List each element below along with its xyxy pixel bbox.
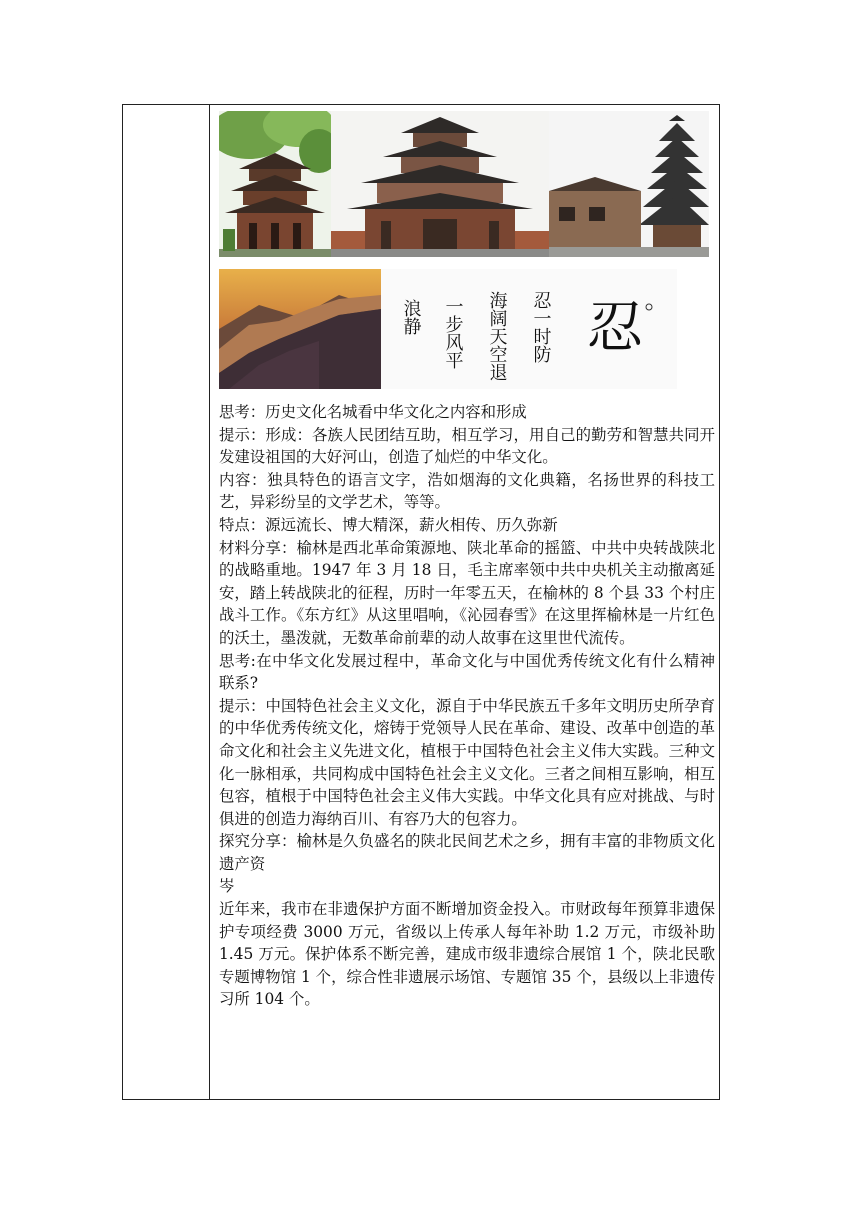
calligraphy-column-4: 忍一时防: [530, 291, 552, 363]
paragraph: 提示：形成：各族人民团结互助，相互学习，用自己的勤劳和智慧共同开发建设祖国的大好河山，创造了灿烂的中华文化。: [219, 425, 715, 467]
paragraph: 特点：源远流长、博大精深，薪火相传、历久弥新: [219, 515, 558, 534]
paragraph: 探究分享：榆林是久负盛名的陕北民间艺术之乡，拥有丰富的非物质文化遗产资: [219, 832, 715, 873]
content-cell: [219, 111, 715, 1011]
paragraph: 岑: [219, 877, 235, 896]
great-wall-image: [219, 269, 381, 389]
paragraph: 内容：独具特色的语言文字，浩如烟海的文化典籍，名扬世界的科技工艺，异彩纷呈的文学艺术，等等。: [219, 470, 715, 512]
column-divider: [209, 105, 210, 1099]
paragraph: 近年来，我市在非遗保护方面不断增加资金投入。市财政每年预算非遗保护专项经费 3000 万元，省级以上传承人每年补助 1.2 万元，市级补助 1.45 万元。保护体系不断完善，建成市级非遗综合展馆 1 个，陕北民歌专题博物馆 1 个，综合性非遗展示场馆、专题馆 35 个，县级以上非遗传习所 104 个。: [219, 900, 715, 1009]
calligraphy-column-2: 一步风平: [442, 297, 464, 369]
photo-row-2: [219, 269, 715, 397]
drum-tower-image: [549, 111, 709, 257]
calligraphy-column-1: 浪静: [400, 299, 422, 335]
gate-tower-image: [331, 111, 549, 257]
photo-row-1: [219, 111, 715, 261]
content-table: [122, 104, 720, 1100]
paragraph: 材料分享：榆林是西北革命策源地、陕北革命的摇篮、中共中央转战陕北的战略重地。1947 年 3 月 18 日，毛主席率领中共中央机关主动撤离延安，踏上转战陕北的征程，历时一年零五天，在榆林的 8 个县 33 个村庄战斗工作。《东方红》从这里唱响，《沁园春雪》在这里挥榆林是一片红色的沃土，墨泼就，无数革命前辈的动人故事在这里世代流传。: [219, 538, 715, 647]
paragraph: 提示：中国特色社会主义文化，源自于中华民族五千多年文明历史所孕育的中华优秀传统文化，熔铸于党领导人民在革命、建设、改革中创造的革命文化和社会主义先进文化，植根于中国特色社会主义伟大实践。三种文化一脉相承，共同构成中国特色社会主义文化。三者之间相互影响，相互包容，植根于中国特色社会主义伟大实践。中华文化具有应对挑战、与时俱进的创造力海纳百川、有容乃大的包容力。: [219, 696, 715, 828]
paragraph: 思考：历史文化名城看中华文化之内容和形成: [219, 403, 527, 421]
calligraphy-column-3: 海阔天空退: [486, 291, 508, 381]
pagoda-tree-image: [219, 111, 331, 257]
calligraphy-big-char: 忍: [587, 296, 643, 361]
calligraphy-image: [381, 269, 677, 389]
paragraph: 思考:在中华文化发展过程中，革命文化与中国优秀传统文化有什么精神联系?: [219, 651, 715, 693]
body-text: [219, 401, 715, 1011]
